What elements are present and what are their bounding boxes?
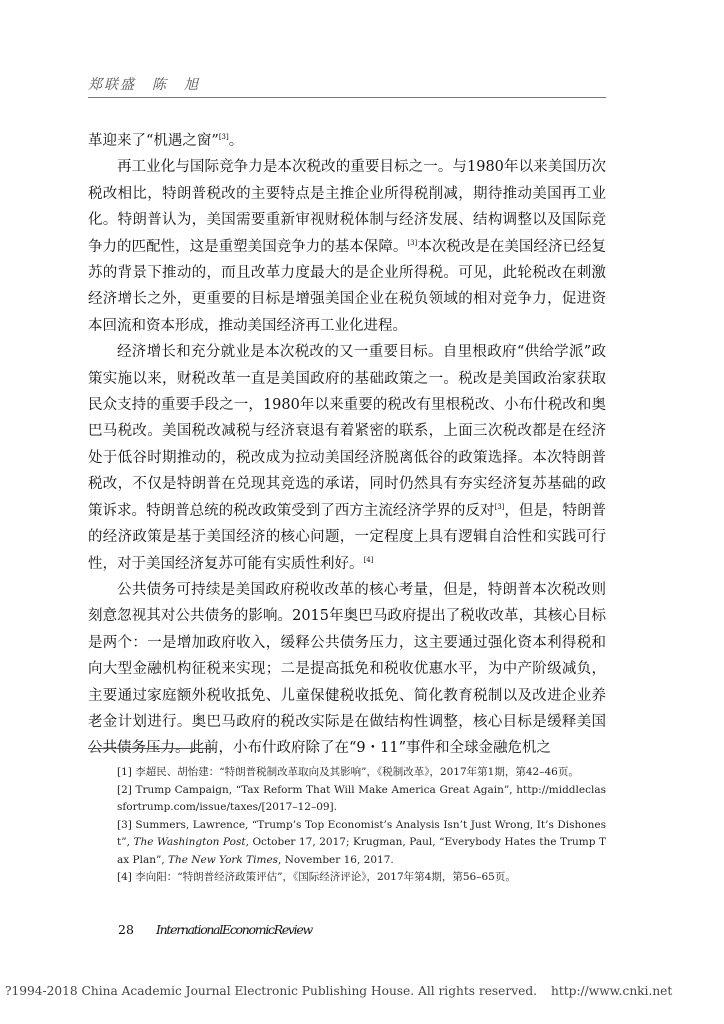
footnote-rule [88, 748, 216, 749]
copyright-line [5, 984, 721, 998]
article-body [88, 128, 606, 762]
paragraph-3-text-a: 经济增长和充分就业是本次税改的又一重要目标。自里根政府“供给学派”政策实施以来，财税改革一直是美国政府的基础政策之一。税改是美国政治家获取民众支持的重要手段之一，1980年以来重要的税改有里根税改、小布什税改和奥巴马税改。美国税改减税与经济衰退有着紧密的联系，上面三次税改都是在经济处于低谷时期推动的，税改成为拉动美国经济脱离低谷的政策选择。本次特朗普税改，不仅是特朗普在兑现其竞选的承诺，同时仍然具有夯实经济复苏基础的政策诉求。特朗普总统的税改政策受到了西方主流经济学界的反对 [88, 344, 606, 519]
paragraph-3 [88, 339, 606, 577]
footnote-3-source-1: The Washington Post [133, 836, 246, 848]
paragraph-3-text-b: ，但是，特朗普的经济政策是基于美国经济的核心问题，一定程度上具有逻辑自洽性和实践可行性，对于美国经济复苏可能有实质性利好。 [88, 502, 607, 572]
ref-mark-3[interactable]: [3] [218, 133, 229, 142]
footnotes [117, 764, 606, 887]
ref-mark-4[interactable]: [4] [363, 555, 374, 564]
paragraph-1: 革迎来了“机遇之窗”[3]。 [88, 133, 244, 149]
paragraph-4-text: 公共债务可持续是美国政府税收改革的核心考量，但是，特朗普本次税改则刻意忽视其对公共债务的影响。2015年奥巴马政府提出了税收改革，其核心目标是两个：一是增加政府收入，缓释公共债务压力，这主要通过强化资本利得税和向大型金融机构征税来实现；二是提高抵免和税收优惠水平，为中产阶级减负，主要通过家庭额外税收抵免、儿童保健税收抵免、简化教育税制以及改进企业养老金计划进行。奥巴马政府的税改实际是在做结构性调整，核心目标是缓释美国公共债务压力。此前，小布什政府除了在“9・11”事件和全球金融危机之 [88, 581, 606, 757]
footnote-3-source-2: The New York Times [168, 853, 279, 866]
paragraph-1-text: 革迎来了“机遇之窗” [88, 133, 219, 149]
paragraph-2 [88, 154, 606, 339]
footnote-3-part-e: , November 16, 2017. [278, 853, 394, 866]
paragraph-2-text-a: 再工业化与国际竞争力是本次税改的重要目标之一。与1980年以来美国历次税改相比，特朗普税改的主要特点是主推企业所得税削减，期待推动美国再工业化。特朗普认为，美国需要重新审视财税体制与经济发展、结构调整以及国际竞争力的匹配性，这是重塑美国竞争力的基本保障。 [88, 159, 606, 255]
footnote-4: [4] 李向阳：“特朗普经济政策评估”，《国际经济评论》，2017年第4期，第56–65页。 [117, 871, 516, 883]
header-rule [88, 97, 606, 98]
footnote-2: [2] Trump Campaign, “Tax Reform That Will Make America Great Again”, http://middleclassfortrump.com/issue/taxes/[2017–12–09]. [117, 783, 606, 813]
ref-mark-3b[interactable]: [3] [407, 238, 418, 247]
cnki-url[interactable]: http://www.cnki.net [551, 984, 673, 998]
page-number: 28 [118, 922, 134, 937]
footnote-3 [117, 817, 606, 870]
copyright-text: ?1994-2018 China Academic Journal Electronic Publishing House. All rights reserved. [5, 984, 537, 998]
journal-name: InternationalEconomicReview [156, 922, 312, 937]
footnote-1: [1] 李超民、胡怡建：“特朗普税制改革取向及其影响”，《税制改革》，2017年第1期，第42–46页。 [117, 766, 579, 778]
running-header-authors: 郑联盛 陈 旭 [88, 77, 200, 93]
ref-mark-3c[interactable]: [3] [494, 502, 505, 511]
paragraph-4 [88, 577, 606, 762]
paragraph-2-text-b: 本次税改是在美国经济已经复苏的背景下推动的，而且改革力度最大的是企业所得税。可见，此轮税改在刺激经济增长之外，更重要的目标是增强美国企业在税负领域的相对竞争力，促进资本回流和资本形成，推动美国经济再工业化进程。 [88, 238, 607, 334]
footnote-3-part-c: , October 17, 2017; Krugman, Paul, “Everybody Hates the Trump Tax Plan”, [117, 836, 606, 866]
footnote-3-part-a: [3] Summers, Lawrence, “Trump’s Top Economist’s Analysis Isn’t Just Wrong, It’s Dishonest”, [117, 818, 606, 848]
